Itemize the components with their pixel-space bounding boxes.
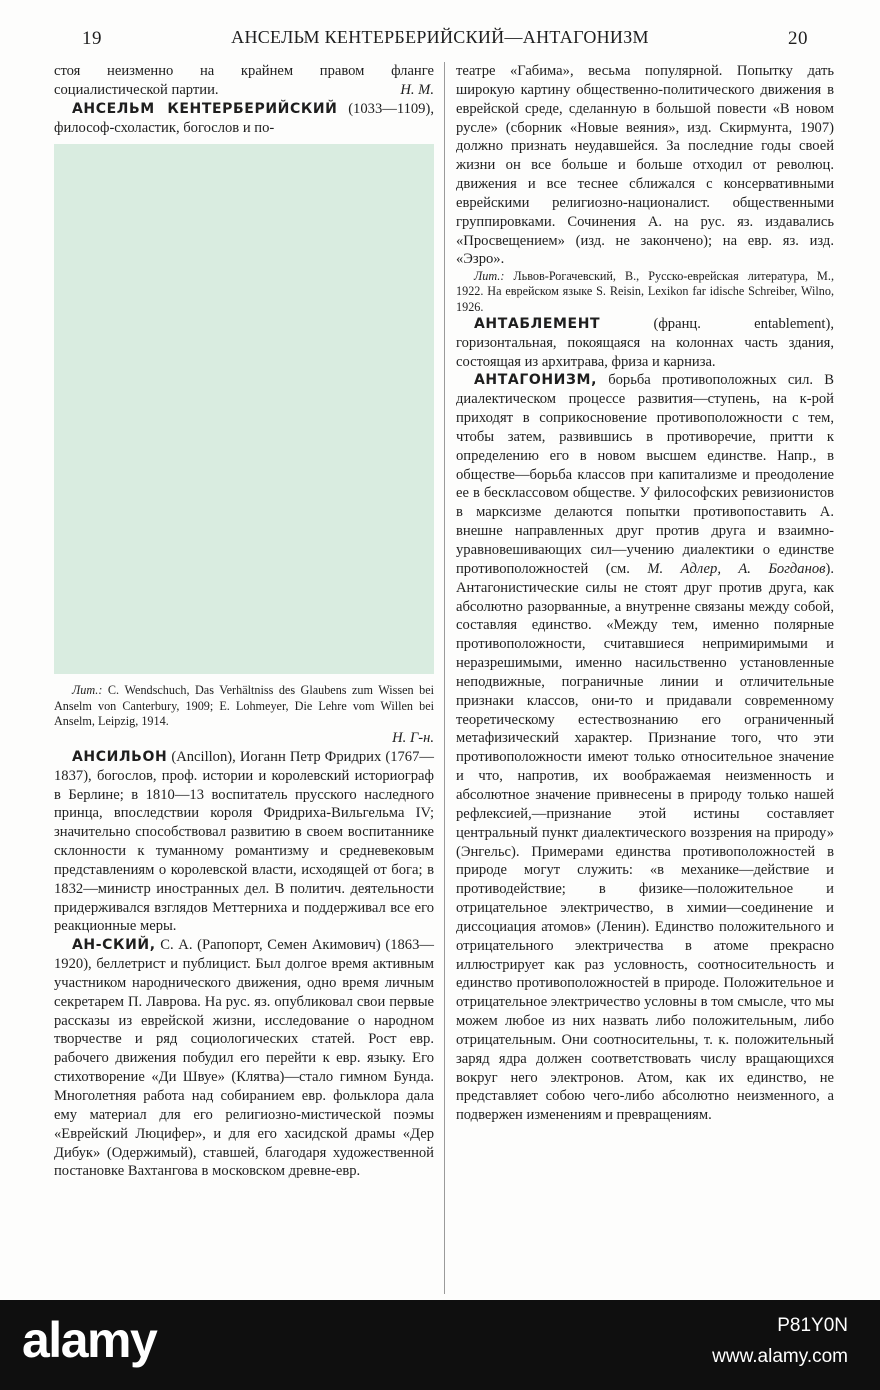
entry-ansky — [54, 936, 434, 1181]
entry-entablement — [456, 315, 834, 372]
signature-ngn: Н. Г-н. — [392, 729, 434, 746]
headword-antagonism: АНТАГОНИЗМ, — [474, 372, 597, 389]
continued-text: стоя неизменно на крайнем правом фланге социалистической партии. — [54, 63, 434, 98]
column-divider — [444, 62, 445, 1294]
literature-anselm-text: С. Wendschuch, Das Verhältniss des Glaubens zum Wissen bei Anselm von Canterbury, 1909; E. Lohmeyer, Die Lehre vom Willen bei Anselm, Leipzig, 1914. — [54, 683, 434, 728]
literature-ansky — [456, 269, 834, 315]
image-id: P81Y0N — [777, 1315, 848, 1336]
page-number-right: 20 — [788, 28, 808, 49]
running-head: АНСЕЛЬМ КЕНТЕРБЕРИЙСКИЙ—АНТАГОНИЗМ — [231, 27, 649, 47]
brand-logo: alamy — [22, 1312, 157, 1368]
signature-line-ngn — [54, 729, 434, 748]
literature-label-ansky: Лит.: — [474, 269, 505, 284]
literature-ansky-text: Львов-Рогачевский, В., Русско-еврейская литература, М., 1922. На еврейском языке S. Reisin, Lexikon far idische Schreiber, Wilno, 1926. — [456, 269, 834, 314]
entry-ansky-continued: театре «Габима», весьма популярной. Попытку дать широкую картину общественно-политического движения в еврейской среде, сделанную в большой повести «В новом русле» (сборник «Новые веяния», изд. Скирмунта, 1907) должно признать неудавшейся. За последние годы своей жизни он все больше и больше отходил от революц. движения и все теснее сближался с консервативными еврейскими религиозно-националист. общественными группировками. Сочинения А. на рус. яз. издавались «Просвещением» (изд. не закончено); на евр. яз. изд. «Эзро». — [456, 63, 834, 268]
continued-entry — [54, 62, 434, 100]
entry-antagonism — [456, 371, 834, 1125]
page-number-left: 19 — [82, 28, 102, 49]
entry-ancillon — [54, 748, 434, 936]
literature-anselm — [54, 683, 434, 729]
headword-entablement: АНТАБЛЕМЕНТ — [474, 315, 601, 332]
literature-label: Лит.: — [72, 683, 103, 698]
right-column — [456, 62, 834, 1125]
signature-nm: Н. М. — [400, 81, 434, 98]
entry-anselm-text: (1033—1109), философ-схоластик, богослов и по- — [54, 100, 434, 136]
left-column — [54, 62, 434, 1181]
entry-anselm — [54, 100, 434, 138]
site-url: www.alamy.com — [712, 1346, 848, 1367]
entry-ancillon-text: (Ancillon), Иоганн Петр Фридрих (1767—1837), богослов, проф. истории и королевский историограф в Берлине; в 1810—13 воспитатель прусского наследного принца, впоследствии короля Фридриха-Вильгельма IV; значительно способствовал развитию в своем воспитаннике склонности к туманному романтизму и средневековым представлениям о королевской власти, исходящей от бога; в 1832—министр иностранных дел. В политич. деятельности придерживался взглядов Меттерниха и поддерживал все его реакционные меры. — [54, 748, 434, 935]
entry-antagonism-text-2: ). Антагонистические силы не стоят друг против друга, как абсолютно разорванные, а внутренне связаны между собой, составляя единство. «Между тем, именно полярные противоположности, считавшиеся непримиримыми и неразрешимыми, именно насильственно установленные неподвижные, пограничные линии и отличительные признаки классов, они-то и придавали современному теоретическому естествознанию его ограниченный метафизический характер. Признание того, что эти противоположности имеют только относительное значение и что, напротив, их воображаемая неизменность и абсолютное значение привнесены в природу только нашей рефлексией,—признание этой истины составляет центральный пункт диалектического воззрения на природу» (Энгельс). Примерами единства противоположностей в природе могут служить: «в механике—действие и противодействие; в физике—положительное и отрицательное электричество, в химии—соединение и диссоциация атомов» (Ленин). Единство положительного и отрицательного электричества в атоме прекрасно иллюстрирует как раз условность, соотносительность и единство противоположностей в природе. Положительное и отрицательное электричество условны в том смысле, что мы можем любое из них назвать либо положительным, либо отрицательным. Они соотносительны, т. к. положительный заряд ядра должен соответствовать числу вращающихся вокруг него электронов. Атом, как их единство, не представляет собою чего-либо абсолютно неизменного, а подвержен изменениям и превращениям. — [456, 560, 834, 1124]
entry-ansky-text: С. А. (Рапопорт, Семен Акимович) (1863—1920), беллетрист и публицист. Был долгое время активным участником народнического движения, одно время личным секретарем П. Лаврова. На рус. яз. опубликовал свои первые рассказы из еврейской жизни, исследование о народном творчестве и ряд социологических статей. Рост евр. рабочего движения побудил его перейти к евр. языку. Его стихотворение «Ди Швуе» (Клятва)—стало гимном Бунда. Многолетняя работа над собиранием евр. фольклора дала ему материал для его религиозно-мистической поэмы «Еврейский Люцифер», и для его хасидской драмы «Дер Дибук» (Одержимый), ставшей, благодаря художественной постановке Вахтангова в московском древне-евр. — [54, 937, 434, 1180]
entry-antagonism-text-1: борьба противоположных сил. В диалектическом процессе развития—ступень, на к-рой приходят в соприкосновение противоположности с тем, чтобы затем, развившись в противоречие, притти к определению его в новом высшем единстве. Напр., в обществе—борьба классов при капитализме и преодоление ее в бесклассовом обществе. У философских ревизионистов в марксизме делаются попытки противопоставить А. внешне направленных друг против друга и взаимно-уравновешивающих сил—учению диалектики о единстве противоположностей (см. — [456, 372, 834, 577]
headword-ansky: АН-СКИЙ, — [72, 937, 156, 954]
entry-entablement-text: (франц. entablement), горизонтальная, покоящаяся на колоннах часть здания, состоящая из архитрава, фриза и карниза. — [456, 315, 834, 370]
portrait-photo — [54, 144, 434, 674]
headword-anselm: АНСЕЛЬМ КЕНТЕРБЕРИЙСКИЙ — [72, 100, 338, 117]
see-also-reference: М. Адлер, А. Богданов — [647, 560, 826, 577]
headword-ancillon: АНСИЛЬОН — [72, 748, 168, 765]
